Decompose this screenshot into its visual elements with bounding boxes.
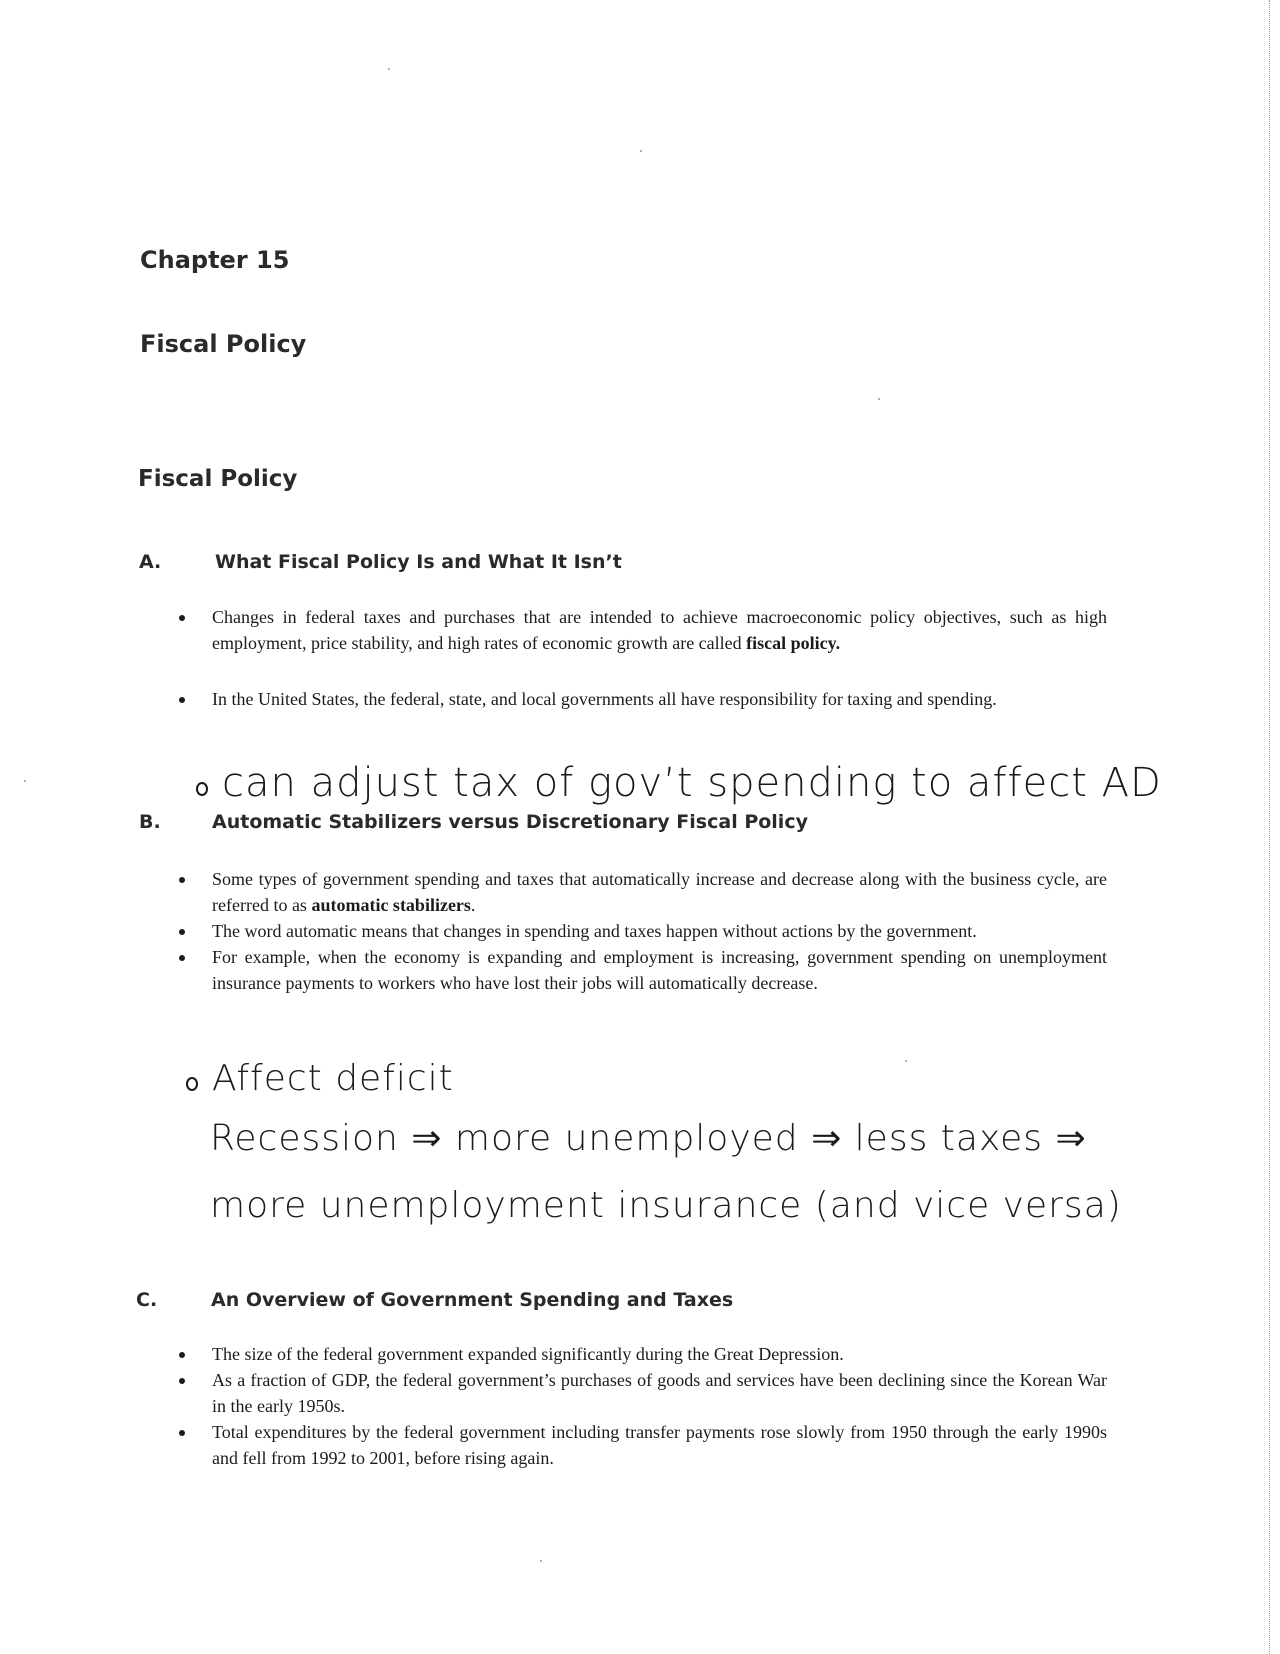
list-item: In the United States, the federal, state, and local governments all have responsibility for taxing and spending. [0,686,1107,712]
scan-speck [905,1060,907,1062]
bullet-dot [179,1378,185,1384]
handwritten-bullet [196,782,208,796]
handwritten-bullet [186,1077,198,1091]
section-b-bullets [0,866,1107,996]
scan-speck [640,150,642,152]
section-a-title: What Fiscal Policy Is and What It Isn’t [215,551,622,573]
section-b-letter: B. [139,811,161,833]
bullet-dot [179,1430,185,1436]
section-heading: Fiscal Policy [138,466,298,492]
list-item: For example, when the economy is expanding and employment is increasing, government spending on unemployment insurance payments to workers who have lost their jobs will automatically decrease. [0,944,1107,996]
handwritten-note-2-line-2: Recession ⇒ more unemployed ⇒ less taxes ⇒ [210,1118,1087,1159]
scan-speck [540,1560,542,1562]
section-c-bullets [0,1341,1107,1471]
handwritten-note-2-line-1: Affect deficit [212,1058,454,1099]
scan-speck [388,68,390,70]
bullet-dot [179,615,185,621]
bullet-dot [179,1352,185,1358]
section-b-title: Automatic Stabilizers versus Discretionary Fiscal Policy [212,811,808,833]
list-item: The word automatic means that changes in spending and taxes happen without actions by the government. [0,918,1107,944]
list-item: As a fraction of GDP, the federal government’s purchases of goods and services have been declining since the Korean War in the early 1950s. [0,1367,1107,1419]
section-a-bullets [0,604,1107,712]
section-a-letter: A. [139,551,162,573]
list-item: The size of the federal government expanded significantly during the Great Depression. [0,1341,1107,1367]
chapter-heading: Chapter 15 [140,246,290,274]
bullet-dot [179,955,185,961]
section-c-letter: C. [136,1289,158,1311]
bullet-dot [179,877,185,883]
scan-speck [24,780,26,782]
section-c-title: An Overview of Government Spending and Taxes [211,1289,734,1311]
bullet-dot [179,697,185,703]
scan-speck [878,398,880,400]
bullet-dot [179,929,185,935]
chapter-title: Fiscal Policy [140,330,307,358]
list-item: Some types of government spending and taxes that automatically increase and decrease along with the business cycle, are referred to as automatic stabilizers. [0,866,1107,918]
handwritten-note-2-line-3: more unemployment insurance (and vice versa) [210,1185,1122,1226]
handwritten-note-1: can adjust tax of gov’t spending to affect AD [222,760,1162,806]
list-item: Total expenditures by the federal government including transfer payments rose slowly from 1950 through the early 1990s and fell from 1992 to 2001, before rising again. [0,1419,1107,1471]
list-item: Changes in federal taxes and purchases that are intended to achieve macroeconomic policy objectives, such as high employment, price stability, and high rates of economic growth are called fiscal policy. [0,604,1107,656]
scan-edge-line [1269,0,1270,1654]
